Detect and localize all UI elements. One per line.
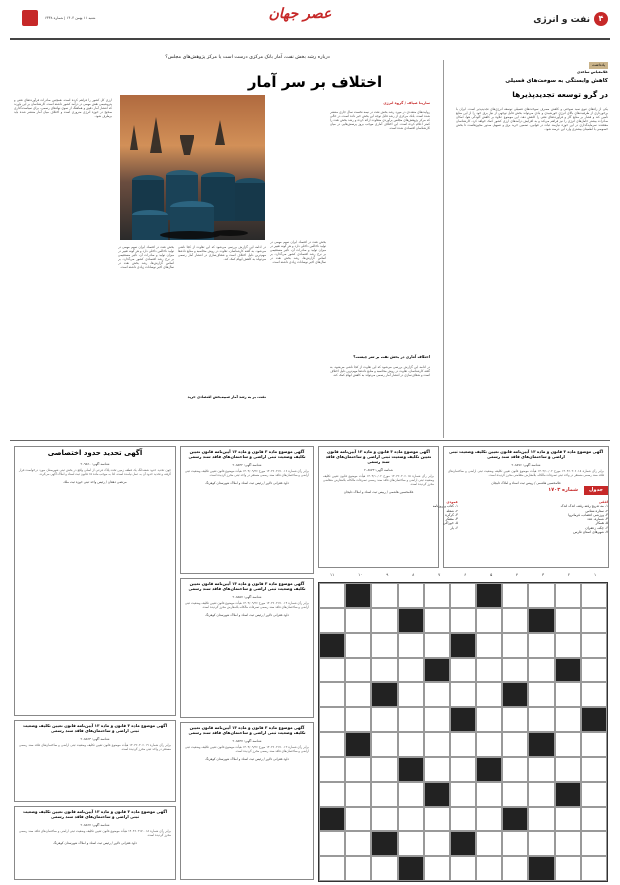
crossword-cell [450,831,476,856]
ad-title: آگهی موضوع ماده ۳ قانون و ماده ۱۳ آیین‌نامه قانون تعیین تکلیف وضعیت ثبتی اراضی و ساختمان‌های فاقد سند رسمی [23,723,167,733]
newspaper-logo: عصر جهان [268,6,332,22]
crossword-cell[interactable] [319,608,345,633]
article-col-1: روایت‌های متعددی در مورد رشد بخش نفت در نیمه نخست سال جاری منتشر شده است. بانک مرکزی از رشد قابل توجه این بخش خبر داده است، در حالی که مرکز پژوهش‌های مجلس برآوردی متفاوت ارائه کرده و رشد بخش نفت را کمتر اعلام کرده است. این اختلاف آماری موجب بروز پرسش‌هایی در میان کارشناسان اقتصادی شده است. [330,110,430,131]
legal-ad-6 [180,722,314,880]
clue-item: ۶- چکه، زعفران [585,525,608,530]
crossword-cell[interactable] [555,633,581,658]
ad-number: شناسه آگهی: ۲۰۹۵۶۰ [80,462,110,466]
crossword-cell[interactable] [476,807,502,832]
crossword-cell[interactable] [319,658,345,683]
down-clues [318,500,458,530]
crossword-cell[interactable] [319,856,345,881]
crossword-cell[interactable] [424,608,450,633]
crossword-cell [476,583,502,608]
crossword-badge: جدول [584,486,608,495]
clue-item: ۶- یار [450,525,458,530]
article-col-1b: در ادامه این گزارش بررسی می‌شود که این تفاوت از کجا ناشی می‌شود. به گفته کارشناسان، تفاوت در روش محاسبه و منابع داده‌ها مهم‌ترین دلیل اختلاف است و شفاف‌سازی در انتشار آمار رسمی می‌تواند به کاهش ابهام کمک کند. [330,365,430,378]
article-col-5: ارزی کل کشور را فراهم کرده است. همچنین صادرات فرآورده‌های نفتی و پتروشیمی نقش مهمی در درآمد کشور داشته است. کارشناسان بر این باورند که انتشار آمار دقیق و هماهنگ از سوی نهادهای رسمی، برای سیاست‌گذاری صحیح در حوزه انرژی ضروری است و اختلاف میان آمار منتشر شده باید برطرف شود. [14,98,112,119]
crossword-cell[interactable] [502,757,528,782]
legal-ad-7 [14,720,176,802]
article-col-2: بخش نفت در اقتصاد ایران سهم مهمی در تولید ناخالص داخلی دارد و هر گونه تغییر در میزان تولید و صادرات آن، تأثیر مستقیمی بر نرخ رشد اقتصادی کشور می‌گذارد. بر اساس گزارش‌ها، رشد بخش نفت در سال‌های اخیر نوسانات زیادی داشته است. [270,240,326,265]
crossword-cell[interactable] [502,583,528,608]
crossword-cell[interactable] [502,608,528,633]
crossword-cell[interactable] [398,583,424,608]
crossword-clues [318,500,608,566]
crossword-cell[interactable] [371,856,397,881]
opinion-headline: در گرو توسعه تجدیدپذیرها [512,90,608,99]
clue-item: ۵- خوراکی [443,521,458,526]
col-number: ۱۱ [329,572,335,577]
crossword-cell[interactable] [398,707,424,732]
crossword-cell [371,682,397,707]
crossword-cell [398,608,424,633]
crossword-cell [450,707,476,732]
crossword-col-numbers [318,572,608,580]
clue-item: ۷- شهرهای استان فارس [573,530,608,535]
crossword-cell[interactable] [555,757,581,782]
crossword-cell[interactable] [581,831,607,856]
ad-signature: داود غفرانی دلاور / رئیس ثبت اسناد و املاک شهرستان کوهرنگ [205,481,289,486]
crossword-cell[interactable] [528,782,554,807]
opinion-kicker: کاهش وابستگی به سوخت‌های فسیلی [505,78,608,84]
ad-body: برابر رأی شماره ۱۴۰۴۶۰۳۰۶۰۱۹ هیأت موضوع قانون تعیین تکلیف وضعیت ثبتی اراضی و ساختمان‌های فاقد سند رسمی مستقر در واحد ثبتی محرز گردیده است. [19,743,171,752]
ad-body: برابر رأی شماره ۱۴۰۴۶۰۳۱۷۰۰۱۸ هیأت موضوع قانون تعیین تکلیف وضعیت ثبتی اراضی و ساختمان‌های فاقد سند رسمی محرز گردیده است. [19,829,171,838]
crossword-cell [450,633,476,658]
crossword-cell[interactable] [476,682,502,707]
crossword-cell[interactable] [424,807,450,832]
crossword-cell[interactable] [581,633,607,658]
crossword-header [318,486,608,498]
crossword-cell[interactable] [345,782,371,807]
col-number: ۶ [464,572,467,577]
crossword-cell[interactable] [502,707,528,732]
crossword-number: شماره ۱۷۰۳ [548,487,578,493]
crossword-cell[interactable] [502,856,528,881]
crossword-cell[interactable] [424,633,450,658]
ad-signature: داود غفرانی دلاور / رئیس ثبت اسناد و املاک شهرستان کوهرنگ [205,613,289,618]
clue-item: ۵- همکار [595,521,608,526]
col-number: ۵ [490,572,493,577]
crossword-cell[interactable] [581,608,607,633]
opinion-body: یکی از راه‌های تنوع سبد سوختی و کاهش مصرف سوخت‌های فسیلی توسعه انرژی‌های تجدیدپذیر است. ایران با برخورداری از ظرفیت‌های بالای انرژی خورشیدی و بادی می‌تواند بخش قابل توجهی از نیاز برق خود را از این منابع تأمین کند و فشار بر منابع گاز و فرآورده‌های نفتی را کاهش دهد. این موضوع علاوه بر کاهش آلودگی هوا، امکان صادرات بیشتر حامل‌های انرژی را نیز فراهم می‌کند و به افزایش درآمدهای ارزی کشور کمک خواهد کرد. کارشناسان معتقدند سرمایه‌گذاری در این حوزه نیازمند ثبات در قوانین، تضمین خرید برق و تسهیل صدور مجوزهاست تا بخش خصوصی با اطمینان بیشتری وارد این عرصه شود. [456,107,608,132]
crossword-cell[interactable] [319,757,345,782]
crossword-cell[interactable] [476,831,502,856]
crossword-cell[interactable] [345,856,371,881]
crossword-cell[interactable] [450,608,476,633]
main-subtitle: درباره رشد بخش نفت، آمار بانک مرکزی درست است یا مرکز پژوهش‌های مجلس؟ [165,55,330,60]
crossword-cell[interactable] [528,633,554,658]
crossword-cell[interactable] [555,608,581,633]
crossword-cell[interactable] [398,658,424,683]
crossword-cell[interactable] [502,782,528,807]
ad-title: آگهی موضوع ماده ۳ قانون و ماده ۱۳ آیین‌نامه قانون تعیین تکلیف وضعیت ثبتی اراضی و ساختمان‌های فاقد سند رسمی [448,449,604,459]
crossword-cell[interactable] [555,732,581,757]
crossword-cell[interactable] [371,782,397,807]
clue-item: ۴- شماره، عدد [587,517,608,522]
crossword-cell [581,707,607,732]
col-number: ۱ [593,572,597,577]
date-line: شنبه ۱۱ بهمن ۱۴۰۴ | شماره ۶۳۳۸ [45,16,96,20]
ad-body: برابر رأی شماره ۱۴۰۴۶۰۳۱۷۰۰۱۴ مورخ ۱۴۰۴/۰۹/۲۶ هیأت موضوع قانون تعیین تکلیف وضعیت ثبتی اراضی و ساختمان‌های فاقد سند رسمی تصرفات مالکانه بلامعارض محرز گردیده است. [185,601,309,610]
corner-logo-icon [22,10,38,26]
crossword-cell[interactable] [345,608,371,633]
ad-title: آگهی موضوع ماده ۳ قانون و ماده ۱۳ آیین‌نامه قانون تعیین تکلیف وضعیت ثبتی اراضی و ساختمان‌های فاقد سند رسمی [23,809,167,819]
section-title: نفت و انرژی [533,15,590,25]
page-number-badge: ۴ [594,12,608,26]
crossword-cell[interactable] [450,658,476,683]
crossword-cell[interactable] [398,682,424,707]
crossword-cell[interactable] [424,707,450,732]
crossword-cell [424,658,450,683]
crosshead-2: نفت، بر به رشد آمار شبیه‌بخش اقتصادی خرید [187,395,266,399]
masthead-divider [10,38,610,40]
article-col-4: بخش نفت در اقتصاد ایران سهم مهمی در تولید ناخالص داخلی دارد و هر گونه تغییر در میزان تولید و صادرات آن، تأثیر مستقیمی بر نرخ رشد اقتصادی کشور می‌گذارد. بر اساس گزارش‌ها، رشد بخش نفت در سال‌های اخیر نوسانات زیادی داشته است. [118,245,174,270]
crossword-cell [319,633,345,658]
crossword-cell[interactable] [581,782,607,807]
clue-item: ۲- شعله [446,508,458,513]
crossword-cell [528,856,554,881]
crossword-cell[interactable] [319,831,345,856]
crossword-cell[interactable] [450,807,476,832]
crossword-cell[interactable] [581,732,607,757]
crossword-cell[interactable] [528,807,554,832]
crossword-cell[interactable] [398,782,424,807]
crossword-cell [345,583,371,608]
crossword-cell [555,658,581,683]
ad-number: شناسه آگهی: ۲۰۸۵۶۷ [80,823,110,827]
byline: سارینا صیاف / گروه انرژی [383,101,430,105]
col-number: ۸ [412,572,415,577]
col-number: ۲ [567,572,571,577]
ad-title: آگهی موضوع ماده ۳ قانون و ماده ۱۳ آیین‌نامه قانون تعیین تکلیف وضعیت ثبتی اراضی و ساختمان‌های فاقد سند رسمی [188,725,306,735]
crossword-cell[interactable] [476,856,502,881]
ad-body: چون تحدید حدود ششدانگ یک قطعه زمین تحت پلاک فرعی از اصلی واقع در بخش ثبتی شهرستان مورد درخواست قرار گرفته و تحدید حدود آن به عمل نیامده است، لذا به موجب ماده ۱۵ قانون ثبت اسناد و املاک آگهی می‌گردد. [19,468,171,477]
crossword-cell[interactable] [528,682,554,707]
ad-number: شناسه آگهی: ۲۰۸۵۴۷ [232,739,262,743]
crossword-cell [555,782,581,807]
crossword-cell[interactable] [371,757,397,782]
crossword-cell[interactable] [476,633,502,658]
crossword-cell[interactable] [502,831,528,856]
crossword-cell[interactable] [476,608,502,633]
ad-number: شناسه آگهی: ۲۰۸۸۷۶ [511,463,541,467]
crossword-cell[interactable] [555,682,581,707]
col-number: ۴ [516,572,519,577]
crossword-cell [398,757,424,782]
ad-title: آگهی تحدید حدود اختصاصی [47,449,143,457]
main-headline: اختلاف بر سر آمار [247,73,383,91]
ad-number: شناسه آگهی: ۲۰۸۵۵۷ [232,595,262,599]
crossword-cell[interactable] [424,583,450,608]
crossword-cell[interactable] [319,732,345,757]
crossword-cell[interactable] [424,732,450,757]
article-col-3: در ادامه این گزارش بررسی می‌شود که این تفاوت از کجا ناشی می‌شود. به گفته کارشناسان، تفاوت در روش محاسبه و منابع داده‌ها مهم‌ترین دلیل اختلاف است و شفاف‌سازی در انتشار آمار رسمی می‌تواند به کاهش ابهام کمک کند. [178,245,266,262]
down-title: عمودی [446,500,458,504]
crossword-cell[interactable] [319,782,345,807]
crossword-cell[interactable] [371,807,397,832]
crossword-cell[interactable] [371,583,397,608]
ad-number: شناسه آگهی: ۲۰۸۵۶۳ [80,737,110,741]
crossword-cell[interactable] [450,782,476,807]
crossword-cell[interactable] [345,682,371,707]
col-number: ۳ [542,572,545,577]
ad-body: برابر رأی شماره ۱۴۰۴۶۰۳۰۶۰۱۵ مورخ ۱۴۰۴/۱۰/۰۲ هیأت موضوع قانون تعیین تکلیف وضعیت ثبتی اراضی و ساختمان‌های فاقد سند رسمی تصرفات مالکانه بلامعارض متقاضی محرز گردیده است. [323,474,434,487]
crossword-grid[interactable] [318,582,608,882]
ad-signature: غلامحسین هاشمی / رییس ثبت اسناد و املاک دلیجان [491,481,561,486]
clue-item: ۱- کتاب و روزنامه [432,504,458,509]
crossword-cell[interactable] [345,831,371,856]
crossword-cell[interactable] [528,757,554,782]
crossword-cell[interactable] [319,583,345,608]
clue-item: ۴- متفکر [445,517,458,522]
ad-title: آگهی موضوع ماده ۳ قانون و ماده ۱۳ آیین‌نامه قانون تعیین تکلیف وضعیت ثبتی اراضی و ساختمان‌های فاقد سند رسمی [188,581,306,591]
crossword-cell[interactable] [398,807,424,832]
crossword-cell[interactable] [450,856,476,881]
crossword-cell [528,608,554,633]
author-name: غلامعباس ساعدی [576,70,608,74]
crossword-cell[interactable] [319,682,345,707]
crossword-cell[interactable] [319,707,345,732]
crossword-cell[interactable] [581,856,607,881]
ad-body: برابر رأی شماره ۱۴۰۴۶۰۳۱۷۰۰۱۳ مورخ ۱۴۰۴/۰۹/۲۶ هیأت موضوع قانون تعیین تکلیف وضعیت ثبتی اراضی و ساختمان‌های فاقد سند رسمی محرز گردیده است. [185,745,309,754]
crossword-cell[interactable] [555,807,581,832]
clue-item: ۲- ستاره شناس [585,508,608,513]
horizontal-divider [10,440,610,441]
crossword-cell[interactable] [345,757,371,782]
masthead [0,0,620,40]
crossword-cell[interactable] [424,682,450,707]
crossword-cell[interactable] [424,856,450,881]
crossword-cell[interactable] [398,831,424,856]
crossword-cell[interactable] [476,707,502,732]
oil-barrels-image [120,95,265,240]
ad-title: آگهی موضوع ماده ۳ قانون و ماده ۱۳ آیین‌نامه قانون تعیین تکلیف وضعیت ثبتی اراضی و ساختمان‌های فاقد سند رسمی [325,449,432,464]
crossword-cell[interactable] [528,583,554,608]
crossword-cell[interactable] [555,831,581,856]
crossword-cell[interactable] [502,633,528,658]
clue-item: ۳- ورزشی اعصاب، فرمانروا [568,512,608,517]
crossword-cell[interactable] [345,633,371,658]
crossword-cell[interactable] [450,757,476,782]
crossword-cell[interactable] [581,682,607,707]
crossword-cell[interactable] [555,856,581,881]
crossword-cell[interactable] [450,583,476,608]
legal-ad-4 [14,446,176,716]
crossword-cell [319,807,345,832]
col-number: ۱۰ [358,572,363,577]
crossword-cell [424,782,450,807]
crossword-cell[interactable] [424,757,450,782]
crossword-cell[interactable] [581,658,607,683]
crossword-cell[interactable] [528,658,554,683]
clue-item: ۱- مه تدریج رفته رفته، اندک اندک [560,504,608,509]
crossword-cell[interactable] [555,707,581,732]
ad-number: شناسه آگهی: ۲۰۸۵۴۲ [232,463,262,467]
legal-ad-3 [180,446,314,574]
barrels-illustration [120,95,265,240]
crossword-cell[interactable] [371,732,397,757]
crossword-cell [476,757,502,782]
crossword-cell[interactable] [371,707,397,732]
crossword-cell[interactable] [345,807,371,832]
crossword-cell[interactable] [555,583,581,608]
crossword-cell[interactable] [581,757,607,782]
crossword-cell [398,856,424,881]
crossword-cell[interactable] [476,658,502,683]
crossword-cell[interactable] [371,608,397,633]
barrel-stack [132,170,265,240]
ad-title: آگهی موضوع ماده ۳ قانون و ماده ۱۳ آیین‌نامه قانون تعیین تکلیف وضعیت ثبتی اراضی و ساختمان‌های فاقد سند رسمی [188,449,306,459]
col-number: ۹ [386,572,389,577]
crossword-cell[interactable] [581,583,607,608]
ad-signature: غلامحسین هاشمی / رییس ثبت اسناد و املاک دلیجان [343,490,414,495]
crossword-cell[interactable] [371,633,397,658]
crosshead-1: اختلاف آماری در بخش نفت بر سر چیست؟ [353,355,430,359]
crossword-cell[interactable] [502,658,528,683]
crossword-cell[interactable] [371,658,397,683]
crossword-cell[interactable] [345,707,371,732]
col-number: ۷ [438,572,441,577]
crossword-cell[interactable] [476,732,502,757]
legal-ad-5 [180,578,314,718]
crossword-cell[interactable] [502,732,528,757]
column-tag: یادداشت [589,62,608,69]
crossword-cell[interactable] [424,831,450,856]
crossword-cell [502,807,528,832]
ad-body: برابر رأی شماره ۱۴۰۴۶۰۳۰۶۰۱۸ مورخ ۱۴۰۴/۱۰/۰۲ هیأت موضوع قانون تعیین تکلیف وضعیت ثبتی اراضی و ساختمان‌های فاقد سند رسمی مستقر در واحد ثبتی تصرفات مالکانه بلامعارض متقاضی محرز گردیده است. [448,469,604,478]
vertical-divider-1 [443,60,444,438]
across-title: افقی [598,500,608,504]
crossword-cell[interactable] [450,732,476,757]
legal-ad-8 [14,806,176,880]
crossword-cell[interactable] [528,707,554,732]
crossword-cell[interactable] [345,658,371,683]
crossword-cell[interactable] [398,633,424,658]
crossword-cell[interactable] [528,831,554,856]
crossword-cell [502,682,528,707]
crossword-cell [371,831,397,856]
clue-item: ۳- کرکره [445,512,458,517]
crossword-cell[interactable] [581,807,607,832]
ad-signature: مرتضی دهقان / رئیس واحد ثبتی حوزه ثبت ملک [63,480,127,485]
opinion-column [456,62,608,432]
ad-signature: داود غفرانی دلاور / رئیس ثبت اسناد و املاک شهرستان کوهرنگ [205,757,289,762]
crossword-cell [345,732,371,757]
across-clues [468,500,608,534]
crossword-cell[interactable] [450,682,476,707]
crossword-cell[interactable] [398,732,424,757]
ad-body: برابر رأی شماره ۱۴۰۴۶۰۳۱۷۰۰۱۶ مورخ ۱۴۰۴/۰۹/۲۶ هیأت موضوع قانون تعیین تکلیف وضعیت ثبتی اراضی و ساختمان‌های فاقد سند رسمی مستقر در واحد ثبتی محرز گردیده است. [185,469,309,478]
crossword-cell[interactable] [476,782,502,807]
ad-number: شناسه آگهی: ۲۰۸۸۷۳ [364,468,393,472]
crossword-cell [528,732,554,757]
ad-signature: داود غفرانی دلاور / رئیس ثبت اسناد و املاک شهرستان کوهرنگ [53,841,137,846]
